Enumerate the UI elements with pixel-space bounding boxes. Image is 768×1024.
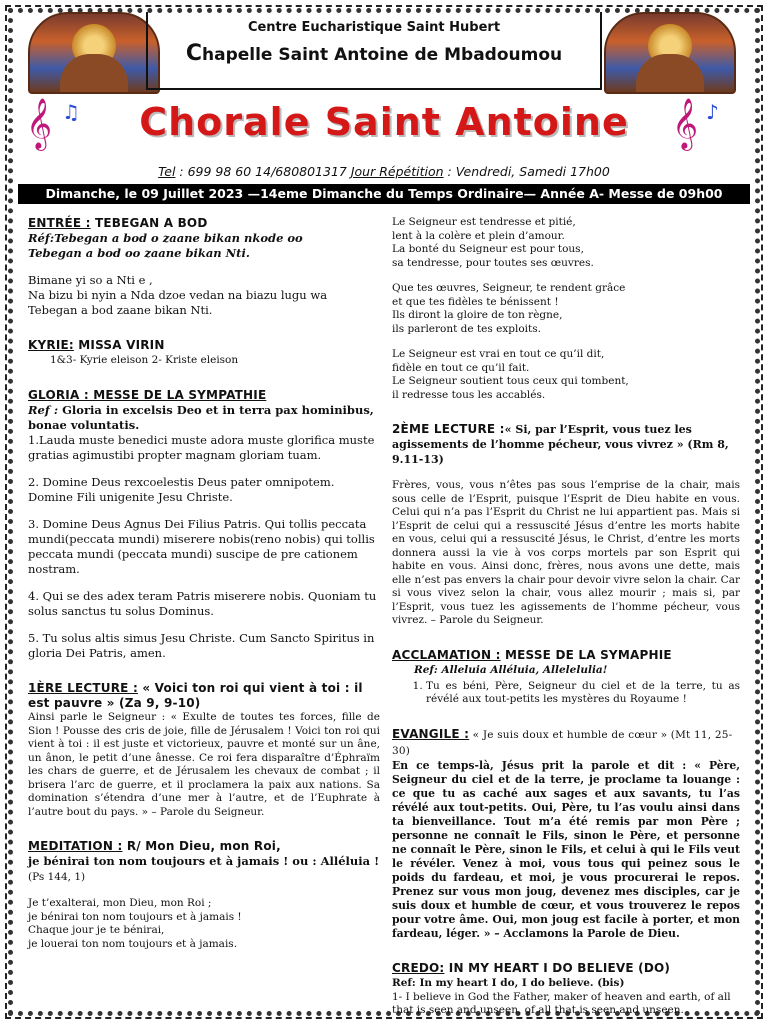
psalm-stanza-3: Le Seigneur est vrai en tout ce qu’il dit, fidèle en tout ce qu’il fait. Le Seigneur soutient tous ceux qui tombent, il redresse tous les accablés.	[392, 348, 629, 401]
contact-line: Tel : 699 98 60 14/680801317 Jour Répétition : Vendredi, Samedi 17h00	[158, 164, 610, 179]
lecture1-text: Ainsi parle le Seigneur : « Exulte de toutes tes forces, fille de Sion ! Pousse des cris de joie, fille de Jérusalem ! Voici ton roi qui vient à toi : il est juste et victorieux, pauvre et monté sur un âne, un ânon, le petit d’une ânesse. Ce roi fera disparaître d’Éphraïm les chars de guerre, et de Jérusalem les chevaux de combat ; il brisera l’arc de guerre, et il proclamera la paix aux nations. Sa domination s’étendra d’une mer à l’autre, et de l’Euphrate à l’autre bout du pays. » – Parole du Seigneur.	[28, 711, 380, 818]
gloria-verse-1: 1.Lauda muste benedici muste adora muste glorifica muste gratias agimustibi propter magnam gloriam tuam.	[28, 433, 375, 462]
chorale-title: Chorale Saint Antoine	[139, 100, 629, 144]
acclamation-ref: Ref: Alleluia Alléluia, Allelelulia!	[414, 663, 608, 676]
entree-verse-1: Bimane yi so a Nti e ,	[28, 273, 153, 287]
psalm-stanza-1: Le Seigneur est tendresse et pitié, lent à la colère et plein d’amour. La bonté du Seigneur est pour tous, sa tendresse, pour toutes ses œuvres.	[392, 216, 594, 269]
gloria-verse-2: 2. Domine Deus rexcoelestis Deus pater omnipotem. Domine Fili unigenite Jesu Christe.	[28, 475, 335, 504]
gloria-verse-3: 3. Domine Deus Agnus Dei Filius Patris. Qui tollis peccata mundi(peccata mundi) miserere nobis(reno nobis) qui tollis peccata mundi (peccata mundi) suscipe de pre cationem nostram.	[28, 517, 375, 576]
meditation-line-1: Je t’exalterai, mon Dieu, mon Roi ;	[28, 897, 212, 909]
kyrie-line: 1&3- Kyrie eleison 2- Kriste eleison	[50, 354, 239, 366]
evangile-text: En ce temps-là, Jésus prit la parole et dit : « Père, Seigneur du ciel et de la terre, je proclame ta louange : ce que tu as caché aux sages et aux savants, tu l’as révélé aux tout-petits. Oui, Père, tu l’as voulu ainsi dans ta bienveillance. Tout m’a été remis par mon Père ; personne ne connaît le Fils, sinon le Père, et personne ne connaît le Père, sinon le Fils, et celui à qui le Fils veut le révéler. Venez à moi, vous tous qui peinez sous le poids du fardeau, et moi, je vous procurerai le repos. Prenez sur vous mon joug, devenez mes disciples, car je suis doux et humble de cœur, et vous trouverez le repos pour votre âme. Oui, mon joug est facile à porter, et mon fardeau, léger. » – Acclamons la Parole de Dieu.	[392, 758, 740, 940]
sunday-banner: Dimanche, le 09 Juillet 2023 —14eme Dimanche du Temps Ordinaire— Année A- Messe de 09h00	[18, 184, 750, 204]
entree-verse-3: Tebegan a bod zaane bikan Nti.	[28, 303, 213, 317]
acclamation-item: 1. Tu es béni, Père, Seigneur du ciel et de la terre, tu as révélé aux tout-petits les mystères du Royaume !	[426, 680, 740, 707]
gloria-verse-4: 4. Qui se des adex teram Patris miserere nobis. Quoniam tu solus sanctus tu solus Dominus.	[28, 589, 377, 618]
music-clef-icon-right: 𝄞	[672, 98, 699, 149]
meditation-ref: je bénirai ton nom toujours et à jamais ! ou : Alléluia ! (Ps 144, 1)	[28, 854, 380, 883]
meditation-line-2: je bénirai ton nom toujours et à jamais !	[28, 910, 242, 923]
music-clef-icon-left: 𝄞	[26, 98, 53, 149]
entree-ref-2: Tebegan a bod oo zaane bikan Nti.	[28, 246, 250, 260]
entree-ref-1: Réf:Tebegan a bod o zaane bikan nkode oo	[28, 231, 303, 245]
meditation-heading: MEDITATION : R/ Mon Dieu, mon Roi,	[28, 839, 281, 853]
gloria-verse-5: 5. Tu solus altis simus Jesu Christe. Cum Sancto Spiritus in gloria Dei Patris, amen.	[28, 631, 375, 660]
right-column	[392, 216, 740, 1018]
header-box	[146, 12, 602, 90]
lecture2-heading: 2ÈME LECTURE :« Si, par l’Esprit, vous tuez les agissements de l’homme pécheur, vous vivrez » (Rm 8, 9.11-13)	[392, 422, 729, 466]
credo-heading: CREDO: IN MY HEART I DO BELIEVE (DO)	[392, 960, 671, 975]
left-column	[28, 216, 380, 951]
stained-glass-image-right	[604, 12, 736, 94]
chapelle-name: Chapelle Saint Antoine de Mbadoumou	[185, 41, 563, 66]
stained-glass-image-left	[28, 12, 160, 94]
music-notes-icon-right: ♪	[706, 100, 719, 124]
credo-ref: Ref: In my heart I do, I do believe. (bis)	[392, 976, 625, 989]
gloria-heading: GLORIA : MESSE DE LA SYMPATHIE	[28, 388, 267, 402]
gloria-ref: Ref : Gloria in excelsis Deo et in terra pax hominibus, bonae voluntatis.	[28, 403, 374, 432]
credo-verse-1: 1- I believe in God the Father, maker of heaven and earth, of all that is seen and unseen, of all that is seen and unseen.	[392, 990, 731, 1016]
music-notes-icon-left: ♫	[62, 100, 80, 124]
entree-verse-2: Na bizu bi nyin a Nda dzoe vedan na biazu lugu wa	[28, 288, 328, 302]
meditation-line-3: Chaque jour je te bénirai,	[28, 924, 165, 936]
acclamation-list	[392, 680, 740, 707]
centre-name: Centre Eucharistique Saint Hubert	[247, 20, 501, 35]
entree-heading: ENTRÉE : TEBEGAN A BOD	[28, 216, 208, 230]
kyrie-heading: KYRIE: MISSA VIRIN	[28, 338, 165, 352]
acclamation-heading: ACCLAMATION : MESSE DE LA SYMAPHIE	[392, 647, 672, 662]
meditation-line-4: je louerai ton nom toujours et à jamais.	[28, 937, 238, 950]
lecture1-heading: 1ÈRE LECTURE : « Voici ton roi qui vient à toi : il est pauvre » (Za 9, 9-10)	[28, 681, 363, 710]
evangile-heading: EVANGILE : « Je suis doux et humble de cœur » (Mt 11, 25-30)	[392, 726, 733, 757]
lecture2-text: Frères, vous, vous n’êtes pas sous l’emprise de la chair, mais sous celle de l’Esprit, puisque l’Esprit de Dieu habite en vous. Celui qui n’a pas l’Esprit du Christ ne lui appartient pas. Mais si l’Esprit de celui qui a ressuscité Jésus d’entre les morts habite en vous, celui qui a ressuscité Jésus, le Christ, d’entre les morts donnera aussi la vie à vos corps mortels par son Esprit qui habite en vous. Ainsi donc, frères, nous avons une dette, mais elle n’est pas envers la chair pour devoir vivre selon la chair. Car si vous vivez selon la chair, vous allez mourir ; mais si, par l’Esprit, vous tuez les agissements de l’homme pécheur, vous vivrez. – Parole du Seigneur.	[392, 479, 740, 626]
psalm-stanza-2: Que tes œuvres, Seigneur, te rendent grâce et que tes fidèles te bénissent ! Ils diront la gloire de ton règne, ils parleront de tes exploits.	[392, 282, 626, 335]
